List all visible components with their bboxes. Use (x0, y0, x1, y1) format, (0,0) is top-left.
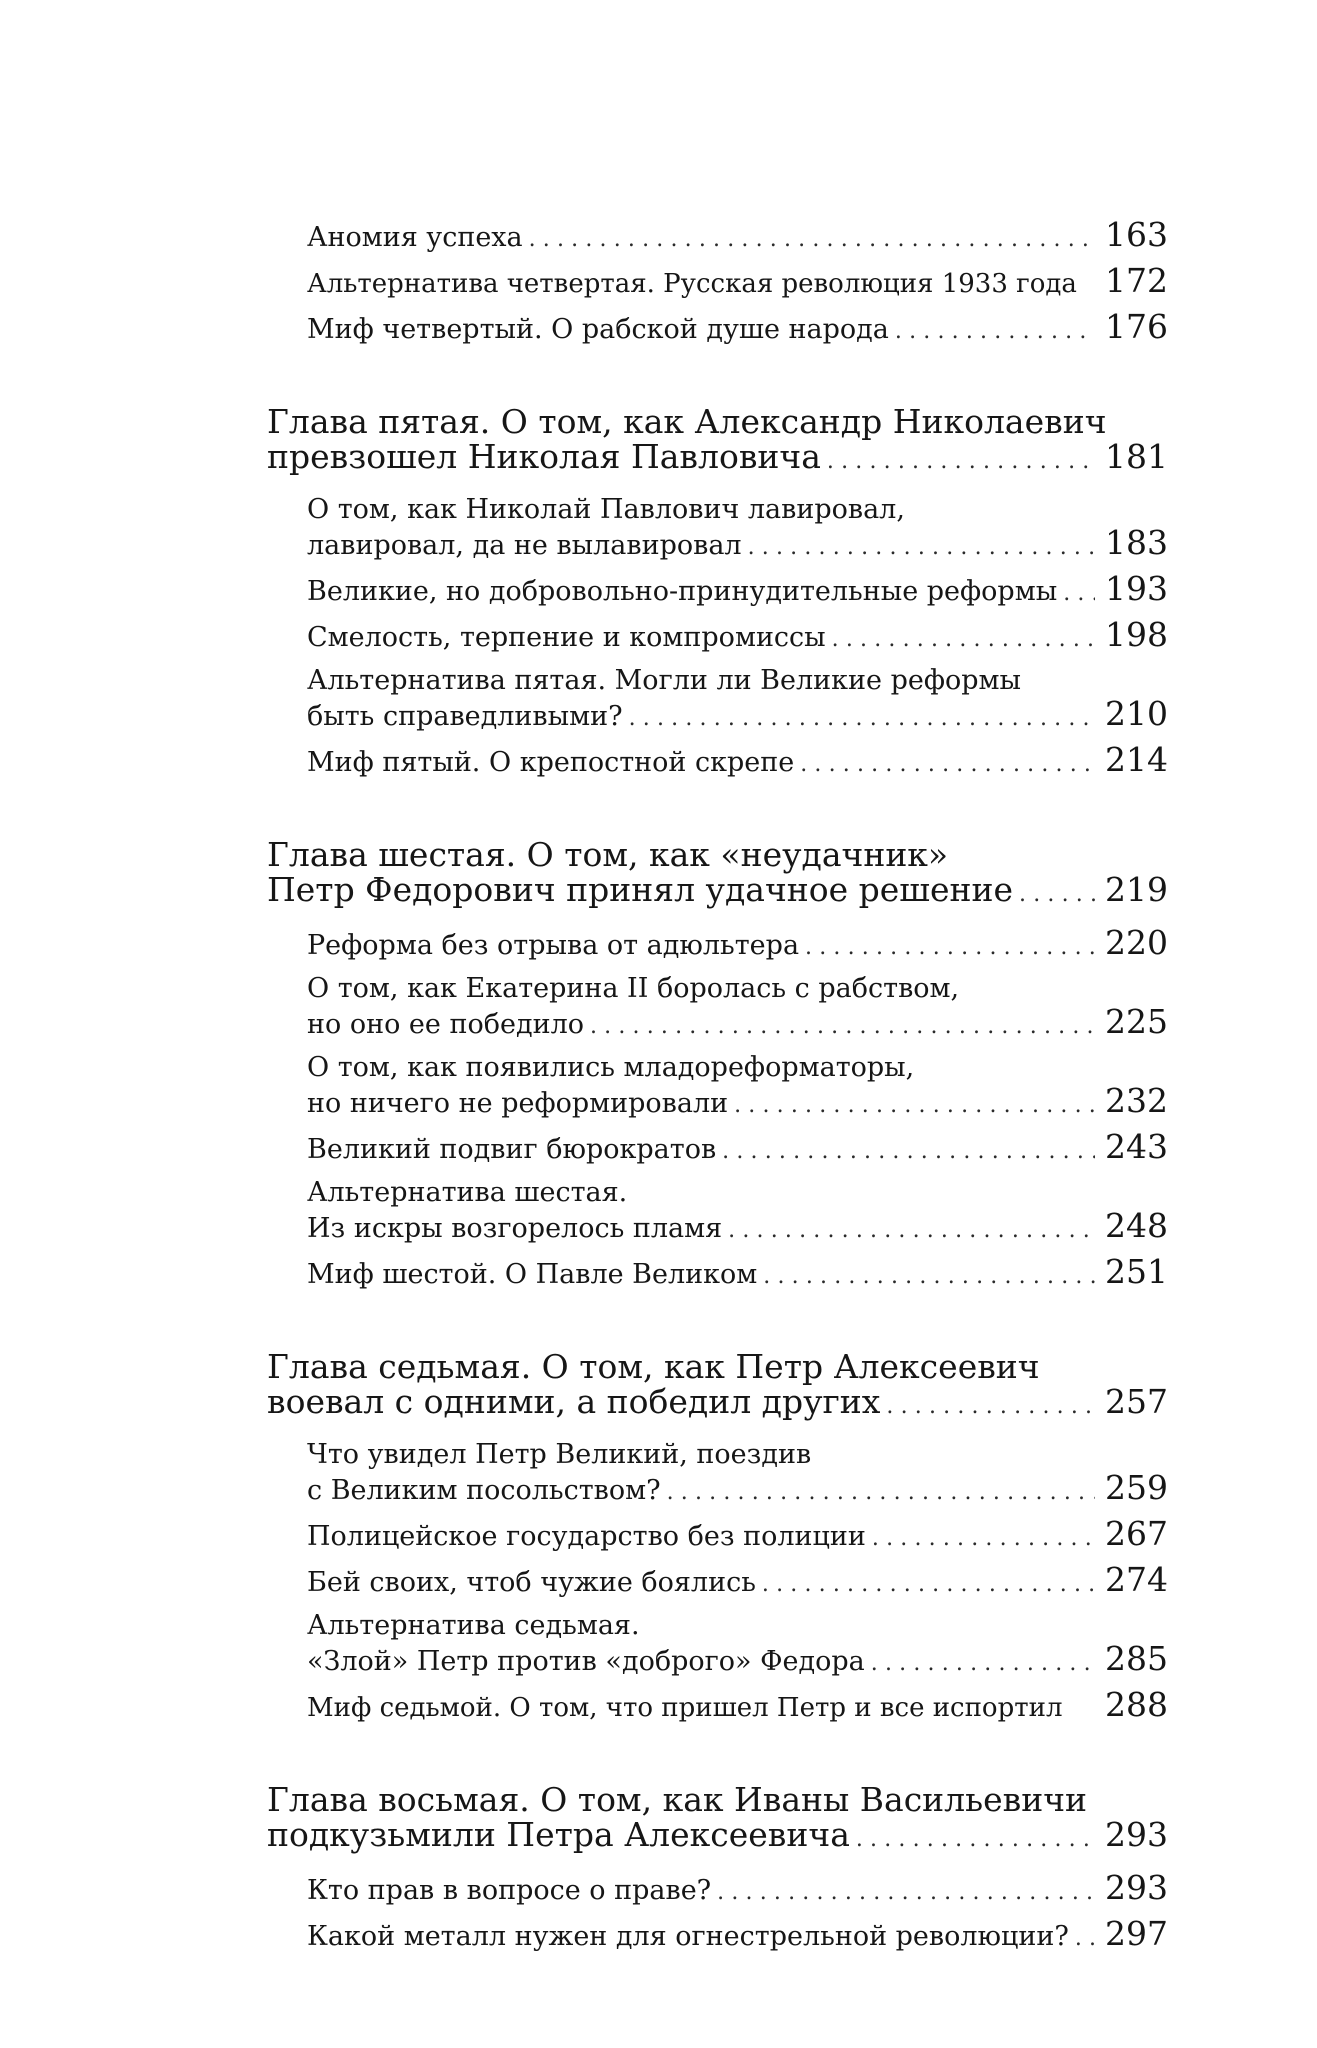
entry-title-line: лавировал, да не вылавировал (307, 530, 742, 561)
entry-title-line: Глава восьмая. О том, как Иваны Васильевичи (267, 1780, 1088, 1819)
page-number: 297 (1105, 1914, 1168, 1953)
toc-section-entry[interactable] (267, 569, 1168, 610)
page-number: 248 (1105, 1206, 1168, 1245)
dot-leader (827, 444, 1095, 479)
dot-leader (856, 1822, 1095, 1857)
page-number: 220 (1105, 923, 1168, 962)
entry-title-line: Альтернатива седьмая. (307, 1610, 640, 1641)
entry-title-line: Петр Федорович принял удачное решение (267, 870, 1014, 909)
dot-leader (629, 702, 1095, 735)
dot-leader (805, 931, 1095, 964)
toc-section-entry[interactable] (267, 923, 1168, 964)
dot-leader (722, 1135, 1095, 1168)
page-number: 214 (1105, 740, 1168, 779)
dot-leader (748, 531, 1095, 564)
entry-title-line: Великие, но добровольно-принудительные реформы (307, 576, 1058, 607)
toc-section-entry[interactable] (267, 1176, 1168, 1247)
entry-row (307, 1914, 1168, 1955)
dot-leader (667, 1476, 1095, 1509)
spacer (267, 479, 1168, 493)
page-number: 183 (1105, 523, 1168, 562)
page-number: 274 (1105, 1560, 1168, 1599)
spacer (267, 1909, 1168, 1917)
entry-title-line: Глава шестая. О том, как «неудачник» (267, 835, 949, 874)
dot-leader (728, 1214, 1095, 1247)
entry-row (307, 694, 1168, 735)
spacer (267, 1555, 1168, 1563)
page-number: 176 (1105, 307, 1168, 346)
entry-title-line: О том, как Екатерина II боролась с рабством, (307, 973, 960, 1004)
entry-row (307, 1639, 1168, 1680)
spacer (267, 302, 1168, 310)
spacer (267, 735, 1168, 743)
page-number: 225 (1105, 1002, 1168, 1041)
dot-leader (763, 1260, 1095, 1293)
entry-title-line: Великий подвиг бюрократов (307, 1134, 717, 1165)
spacer (267, 1293, 1168, 1349)
entry-title-line: но ничего не реформировали (307, 1088, 729, 1119)
dot-leader (800, 748, 1095, 781)
entry-row (267, 872, 1168, 912)
entry-row (307, 1252, 1168, 1293)
entry-title-line: Что увидел Петр Великий, поездив (307, 1439, 812, 1470)
spacer (267, 1424, 1168, 1438)
entry-row (307, 569, 1168, 610)
spacer (267, 348, 1168, 404)
toc-section-entry[interactable] (267, 307, 1168, 348)
spacer (267, 564, 1168, 572)
toc-section-entry[interactable] (267, 1868, 1168, 1909)
spacer (267, 1043, 1168, 1051)
entry-title-line: О том, как появились младореформаторы, (307, 1052, 915, 1083)
toc-section-entry[interactable] (267, 1609, 1168, 1680)
spacer (267, 1122, 1168, 1130)
toc-section-entry[interactable] (267, 1252, 1168, 1293)
toc-section-entry[interactable] (267, 615, 1168, 656)
toc-section-entry[interactable] (267, 1127, 1168, 1168)
page-number: 293 (1105, 1868, 1168, 1907)
entry-title-line: Глава седьмая. О том, как Петр Алексеевич (267, 1347, 1040, 1386)
page-number: 293 (1105, 1815, 1168, 1854)
dot-leader (590, 1010, 1095, 1043)
entry-row (307, 1002, 1168, 1043)
entry-title-line: Глава пятая. О том, как Александр Николаевич (267, 402, 1107, 441)
spacer (267, 912, 1168, 926)
page-number: 285 (1105, 1639, 1168, 1678)
page-number: 172 (1105, 261, 1168, 300)
page-number: 198 (1105, 615, 1168, 654)
toc-section-entry[interactable] (267, 972, 1168, 1043)
entry-title-line: подкузьмили Петра Алексеевича (267, 1815, 850, 1854)
toc-section-entry[interactable] (267, 215, 1168, 256)
entry-title-line: Миф пятый. О крепостной скрепе (307, 747, 795, 778)
spacer (267, 1168, 1168, 1176)
dot-leader (529, 223, 1095, 256)
entry-row (307, 740, 1168, 781)
dot-leader (832, 623, 1095, 656)
entry-row (307, 923, 1168, 964)
spacer (267, 656, 1168, 664)
toc-chapter-entry[interactable] (267, 404, 1168, 479)
spacer (267, 610, 1168, 618)
toc-section-entry[interactable] (267, 1438, 1168, 1509)
toc-section-entry[interactable] (267, 1914, 1168, 1955)
spacer (267, 1726, 1168, 1782)
entry-title-line: Из искры возгорелось пламя (307, 1213, 723, 1244)
dot-leader (895, 315, 1095, 348)
entry-row (307, 1127, 1168, 1168)
toc-section-entry[interactable] (267, 740, 1168, 781)
toc-section-entry[interactable] (267, 664, 1168, 735)
entry-row (307, 261, 1168, 302)
entry-row (307, 1514, 1168, 1555)
entry-title-line: но оно ее победило (307, 1009, 584, 1040)
entry-row (307, 1081, 1168, 1122)
entry-title-line: Альтернатива пятая. Могли ли Великие реформы (307, 665, 1021, 696)
toc-section-entry[interactable] (267, 1051, 1168, 1122)
toc-section-entry[interactable] (267, 261, 1168, 302)
entry-title-line: Миф четвертый. О рабской душе народа (307, 314, 889, 345)
spacer (267, 1857, 1168, 1871)
page-number: 243 (1105, 1127, 1168, 1166)
dot-leader (1075, 1922, 1095, 1955)
entry-row (307, 1685, 1168, 1726)
page-number: 288 (1105, 1685, 1168, 1724)
spacer (267, 964, 1168, 972)
entry-title-line: Смелость, терпение и компромиссы (307, 622, 826, 653)
page-number: 163 (1105, 215, 1168, 254)
entry-title-line: Миф седьмой. О том, что пришел Петр и все испортил (307, 1693, 1063, 1723)
dot-leader (886, 1389, 1095, 1424)
entry-title-line: О том, как Николай Павлович лавировал, (307, 494, 905, 525)
entry-title-line: «Злой» Петр против «доброго» Федора (307, 1646, 865, 1677)
page-number: 210 (1105, 694, 1168, 733)
entry-row (307, 307, 1168, 348)
spacer (267, 256, 1168, 264)
entry-title-line: Полицейское государство без полиции (307, 1521, 866, 1552)
page-number: 181 (1105, 437, 1168, 476)
toc-chapter-entry[interactable] (267, 1782, 1168, 1857)
page-number: 267 (1105, 1514, 1168, 1553)
dot-leader (871, 1647, 1095, 1680)
entry-row (267, 1817, 1168, 1857)
page-number: 219 (1105, 870, 1168, 909)
spacer (267, 1680, 1168, 1688)
entry-title-line: Бей своих, чтоб чужие боялись (307, 1567, 756, 1598)
entry-row (267, 439, 1168, 479)
entry-row (307, 615, 1168, 656)
page-number: 251 (1105, 1252, 1168, 1291)
spacer (267, 781, 1168, 837)
dot-leader (734, 1089, 1095, 1122)
entry-row (307, 523, 1168, 564)
entry-title-line: превзошел Николая Павловича (267, 437, 821, 476)
entry-title-line: Реформа без отрыва от адюльтера (307, 930, 800, 961)
entry-row (307, 1468, 1168, 1509)
dot-leader (1063, 577, 1095, 610)
toc-section-entry[interactable] (267, 1685, 1168, 1726)
entry-title-line: воевал с одними, а победил других (267, 1382, 881, 1421)
entry-title-line: Аномия успеха (307, 222, 523, 253)
entry-title-line: быть справедливыми? (307, 701, 623, 732)
entry-title-line: Кто прав в вопросе о праве? (307, 1875, 712, 1906)
toc-section-entry[interactable] (267, 1560, 1168, 1601)
toc-chapter-entry[interactable] (267, 1349, 1168, 1424)
spacer (267, 1247, 1168, 1255)
entry-row (307, 1560, 1168, 1601)
spacer (267, 1509, 1168, 1517)
page-number: 259 (1105, 1468, 1168, 1507)
page-number: 257 (1105, 1382, 1168, 1421)
table-of-contents (267, 215, 1168, 1955)
dot-leader (872, 1522, 1095, 1555)
entry-row (267, 1384, 1168, 1424)
dot-leader (717, 1876, 1095, 1909)
entry-row (307, 1206, 1168, 1247)
page-number: 232 (1105, 1081, 1168, 1120)
toc-chapter-entry[interactable] (267, 837, 1168, 912)
entry-row (307, 1868, 1168, 1909)
entry-title-line: Миф шестой. О Павле Великом (307, 1259, 758, 1290)
page-number: 193 (1105, 569, 1168, 608)
toc-section-entry[interactable] (267, 1514, 1168, 1555)
dot-leader (1019, 877, 1095, 912)
entry-title-line: Альтернатива четвертая. Русская революция 1933 года (307, 269, 1077, 299)
entry-row (307, 215, 1168, 256)
spacer (267, 1601, 1168, 1609)
dot-leader (762, 1568, 1095, 1601)
entry-title-line: Альтернатива шестая. (307, 1177, 628, 1208)
toc-section-entry[interactable] (267, 493, 1168, 564)
entry-title-line: с Великим посольством? (307, 1475, 661, 1506)
entry-title-line: Какой металл нужен для огнестрельной революции? (307, 1921, 1069, 1952)
